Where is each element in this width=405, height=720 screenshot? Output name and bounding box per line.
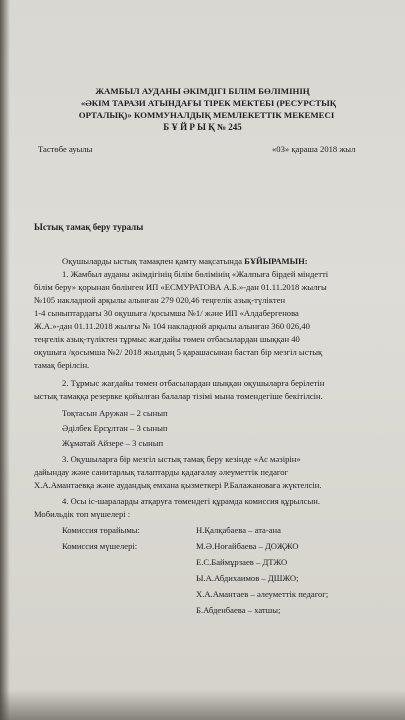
para3-line: Х.А.Амантаевқа және аудандық емхана қызметкері Р.Балажановаға жүктелсін.	[34, 480, 322, 490]
header-line-2: «ӘКІМ ТАРАЗИ АТЫНДАҒЫ ТІРЕК МЕКТЕБІ (РЕСУРСТЫҚ	[80, 98, 337, 108]
commission-member: Х.А.Амантаев – әлеуметтік педагог;	[196, 589, 329, 599]
commission-chair-label: Комиссия төрайымы:	[62, 525, 140, 535]
subject: Ыстық тамақ беру туралы	[34, 222, 144, 232]
reserve-item: Әділбек Ерсұлтан – 3 сынып	[62, 423, 168, 433]
date: «03» қараша 2018 жыл	[272, 144, 356, 154]
commission-member: Е.С.Баймұрзаев – ДТЖО	[196, 557, 288, 567]
place: Тастөбе ауылы	[38, 144, 93, 154]
para3-line: 3. Оқушыларға бір мезгіл ыстық тамақ беру кезінде «Ас мәзірін»	[62, 454, 301, 464]
mobile-group-label: Мобильдік топ мүшелері :	[34, 509, 131, 519]
commission-chair: Н.Қалқабаева – ата-ана	[196, 525, 281, 535]
intro-text: Оқушыларды ыстық тамақпен қамту мақсатында	[62, 256, 243, 266]
reserve-item: Тоқтасын Аружан – 2 сынып	[62, 408, 168, 418]
para1-line: 1-4 сыныптардағы 30 оқушыға /қосымша №1/ және ИП «Алдабергенова	[34, 308, 299, 318]
para3-line: дайындау және санитарлық талаптарды қадағалау әлеуметтік педагог	[34, 467, 289, 477]
commission-member: Б.Абденбаева – хатшы;	[196, 605, 281, 615]
para2-line: 2. Тұрмыс жағдайы төмен отбасылардан шыққан оқушыларға берілетін	[62, 378, 325, 388]
reserve-item: Жұматай Айзере – 3 сынып	[62, 438, 164, 448]
para2-line: ыстық тамаққа резервке қойылған балалар тізімі мына төмендегіше бекітілсін.	[34, 391, 323, 401]
para1-line: Ж.А.»-дан 01.11.2018 жылғы № 104 накладной арқылы алынған 360 026,40	[34, 321, 310, 331]
commission-member: М.Ә.Ноғайбаева – ДОҖЖО	[196, 541, 299, 551]
page-shadow-bottom	[0, 690, 405, 720]
intro-line	[62, 256, 308, 267]
para1-line: теңгелік азық-түліктен тұрмыс жағдайы төмен отбасылардан шыққан 40	[34, 334, 300, 344]
commission-members-label: Комиссия мүшелері:	[62, 541, 138, 551]
para4-line: 4. Осы іс-шараларды атқаруға төмендегі құрамда комиссия құрылсын.	[62, 496, 321, 506]
order-number: Б Ұ Й Р Ы Қ № 245	[163, 122, 242, 132]
para1-line: тамақ берілсін.	[34, 360, 90, 370]
para1-line: оқушыға /қосымша №2/ 2018 жылдың 5 қарашасынан бастап бір мезгіл ыстық	[34, 347, 323, 357]
para1-line: №105 накладной арқылы алынған 279 020,46 теңгелік азық-түліктен	[34, 295, 286, 305]
header-line-3: ОРТАЛЫҚ)» КОММУНАЛДЫҚ МЕМЛЕКЕТТІК МЕКЕМЕСІ	[78, 110, 335, 120]
para1-line: 1. Жамбыл ауданы әкімдігінің білім бөлімінің «Жалпыға бірдей міндетті	[62, 269, 329, 279]
para1-line: білім беру» қорынан бөлінген ИП «ЕСМУРАТОВА А.Б.»-дан 01.11.2018 жылғы	[34, 282, 327, 292]
header-line-1: ЖАМБЫЛ АУДАНЫ ӘКІМДІГІ БІЛІМ БӨЛІМІНІҢ	[95, 86, 310, 96]
commission-member: Ы.А.Абдихаимов – ДШЖО;	[196, 573, 299, 583]
command-word: БҰЙЫРАМЫН:	[244, 256, 308, 266]
